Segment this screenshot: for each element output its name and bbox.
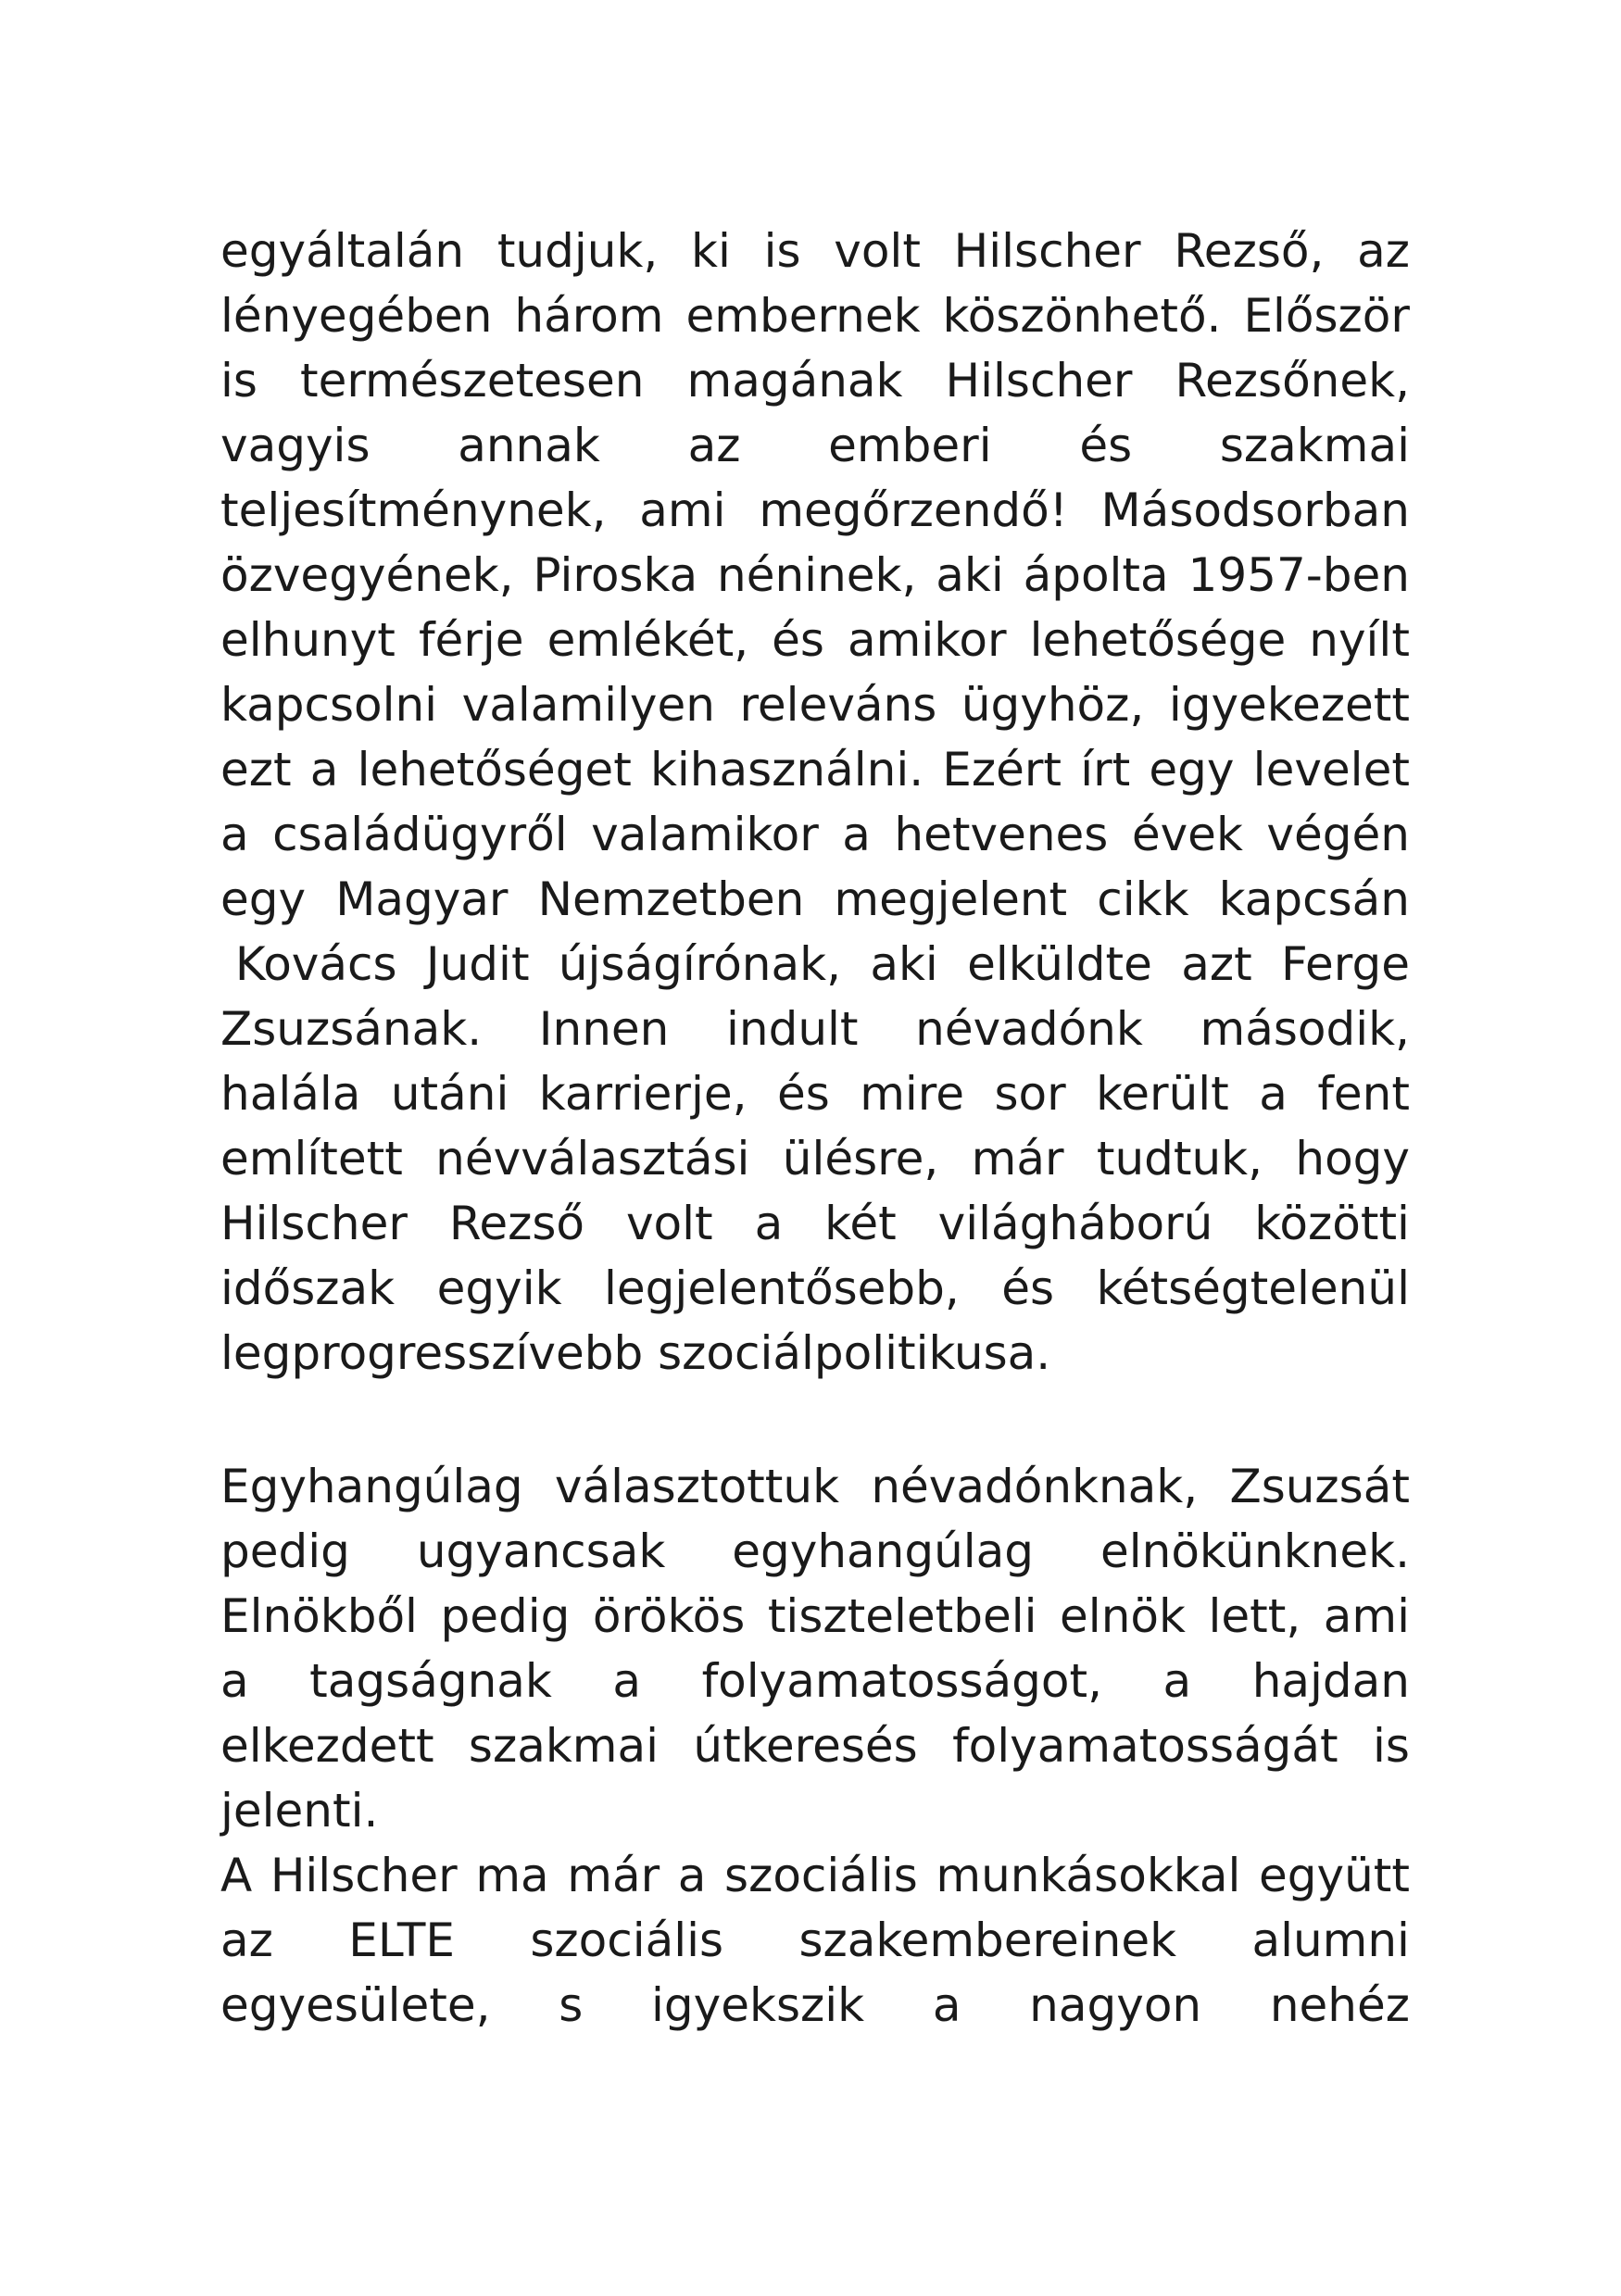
word: Zsuzsának.	[220, 1002, 483, 1056]
word: hogy	[1295, 1132, 1410, 1186]
word: írt	[1080, 743, 1131, 797]
word: szociális	[530, 1913, 724, 1967]
word: kétségtelenül	[1096, 1261, 1410, 1315]
word: megőrzendő!	[759, 483, 1068, 537]
word: volt	[625, 1197, 713, 1250]
word: legjelentősebb,	[604, 1261, 960, 1315]
word: A	[220, 1849, 253, 1902]
word: amikor	[848, 613, 1007, 667]
word: azt	[1181, 937, 1252, 991]
word: pedig	[220, 1524, 350, 1578]
word: ugyancsak	[416, 1524, 666, 1578]
text-line	[220, 608, 1410, 672]
word: valamilyen	[461, 678, 715, 732]
word: örökös	[592, 1589, 746, 1643]
text-line	[220, 348, 1410, 413]
word: karrierje,	[538, 1067, 748, 1121]
text-line	[220, 932, 1410, 997]
word: Zsuzsát	[1229, 1460, 1410, 1513]
word: igyekezett	[1168, 678, 1410, 732]
word: a	[754, 1197, 784, 1250]
text-line	[220, 1126, 1410, 1191]
word: egyhangúlag	[732, 1524, 1035, 1578]
text-line	[220, 1454, 1410, 1519]
word: Először	[1243, 289, 1410, 343]
word: elnökünknek.	[1100, 1524, 1410, 1578]
word: elkezdett	[220, 1719, 434, 1773]
word: is	[763, 224, 801, 278]
word: fent	[1317, 1067, 1410, 1121]
word: és	[776, 1067, 830, 1121]
word: újságírónak,	[558, 937, 841, 991]
word: a	[309, 743, 339, 797]
text-line	[220, 1649, 1410, 1713]
word: névadónk	[915, 1002, 1143, 1056]
paragraph-1	[220, 219, 1410, 1386]
text-line	[220, 737, 1410, 802]
word: az	[687, 419, 741, 472]
word: köszönhető.	[942, 289, 1222, 343]
word: már	[567, 1849, 660, 1902]
word: 1957-ben	[1187, 548, 1410, 602]
word: Ferge	[1281, 937, 1410, 991]
word: mire	[860, 1067, 965, 1121]
word: tiszteletbeli	[767, 1589, 1037, 1643]
word: Kovács	[220, 937, 397, 991]
word: egyik	[436, 1261, 562, 1315]
word: Hilscher	[945, 354, 1133, 408]
text-line	[220, 1843, 1410, 1908]
text-line	[220, 478, 1410, 543]
word: két	[824, 1197, 897, 1250]
text-line	[220, 1584, 1410, 1649]
word: egy	[220, 872, 307, 926]
text-line	[220, 283, 1410, 348]
text-line	[220, 1061, 1410, 1126]
word: világháború	[937, 1197, 1213, 1250]
word: második,	[1200, 1002, 1410, 1056]
word: levelet	[1252, 743, 1410, 797]
text-line	[220, 997, 1410, 1061]
word: lehetősége	[1029, 613, 1287, 667]
word: aki	[936, 548, 1004, 602]
paragraph-3	[220, 1843, 1410, 2038]
word: hetvenes	[894, 808, 1109, 861]
word: özvegyének,	[220, 548, 514, 602]
word: Egyhangúlag	[220, 1460, 523, 1513]
word: lehetőséget	[357, 743, 632, 797]
word: Elnökből	[220, 1589, 418, 1643]
word: tagságnak	[309, 1654, 552, 1708]
word: Ezért	[942, 743, 1062, 797]
word: tudjuk,	[496, 224, 659, 278]
word: Rezsőnek,	[1175, 354, 1410, 408]
word: hajdan	[1251, 1654, 1410, 1708]
text-line	[220, 867, 1410, 932]
word: férje	[418, 613, 524, 667]
text-line	[220, 1908, 1410, 1973]
word: a	[932, 1978, 961, 2032]
word: emberi	[828, 419, 992, 472]
word: nehéz	[1269, 1978, 1410, 2032]
word: utáni	[390, 1067, 509, 1121]
word: tudtuk,	[1096, 1132, 1263, 1186]
paragraph-2	[220, 1454, 1410, 1843]
word: választottuk	[554, 1460, 840, 1513]
word: nagyon	[1029, 1978, 1202, 2032]
text-line	[220, 543, 1410, 608]
word: halála	[220, 1067, 361, 1121]
word: Rezső	[448, 1197, 585, 1250]
word: sor	[994, 1067, 1066, 1121]
word: Hilscher	[953, 224, 1141, 278]
word: lett,	[1208, 1589, 1301, 1643]
word: közötti	[1254, 1197, 1410, 1250]
word: ELTE	[348, 1913, 455, 1967]
word: is	[220, 354, 258, 408]
word: Másodsorban	[1100, 483, 1410, 537]
word: említett	[220, 1132, 403, 1186]
word: kihasználni.	[649, 743, 924, 797]
word: a	[677, 1849, 707, 1902]
word: szakmai	[1219, 419, 1410, 472]
text-line	[220, 1256, 1410, 1321]
word: időszak	[220, 1261, 396, 1315]
word: évek	[1131, 808, 1243, 861]
word: teljesítménynek,	[220, 483, 607, 537]
word: lényegében	[220, 289, 493, 343]
word: ezt	[220, 743, 292, 797]
word: Hilscher	[220, 1197, 408, 1250]
word: a	[1162, 1654, 1192, 1708]
word: emlékét,	[547, 613, 749, 667]
word: szakembereinek	[798, 1913, 1177, 1967]
word: az	[220, 1913, 273, 1967]
word: a	[220, 1654, 249, 1708]
word: embernek	[685, 289, 921, 343]
word: ami	[639, 483, 726, 537]
word: egyesülete,	[220, 1978, 491, 2032]
word: Hilscher	[270, 1849, 458, 1902]
text-line	[220, 1519, 1410, 1584]
word: elnök	[1060, 1589, 1186, 1643]
word: útkeresés	[693, 1719, 918, 1773]
word: együtt	[1258, 1849, 1410, 1902]
word: szakmai	[468, 1719, 660, 1773]
word: ki	[691, 224, 731, 278]
word: egyáltalán	[220, 224, 465, 278]
word: annak	[458, 419, 600, 472]
word: szociális	[724, 1849, 918, 1902]
word: elhunyt	[220, 613, 396, 667]
word: ügyhöz,	[961, 678, 1145, 732]
word: munkásokkal	[936, 1849, 1241, 1902]
text-line	[220, 413, 1410, 478]
word: magának	[686, 354, 903, 408]
word: aki	[870, 937, 938, 991]
text-line	[220, 219, 1410, 283]
word: kapcsán	[1218, 872, 1410, 926]
word: cikk	[1097, 872, 1189, 926]
word: már	[971, 1132, 1064, 1186]
word: is	[1373, 1719, 1410, 1773]
word: folyamatosságát	[952, 1719, 1338, 1773]
text-line: legprogresszívebb szociálpolitikusa.	[220, 1326, 1051, 1380]
word: névadónknak,	[871, 1460, 1199, 1513]
word: a	[1259, 1067, 1288, 1121]
word: Innen	[538, 1002, 670, 1056]
word: kapcsolni	[220, 678, 438, 732]
word: valamikor	[591, 808, 819, 861]
word: természetesen	[300, 354, 645, 408]
text-line	[220, 1713, 1410, 1778]
word: a	[220, 808, 249, 861]
word: ma	[475, 1849, 549, 1902]
word: ülésre,	[782, 1132, 939, 1186]
word: az	[1357, 224, 1410, 278]
word: s	[559, 1978, 584, 2032]
word: nyílt	[1309, 613, 1410, 667]
word: és	[772, 613, 824, 667]
word: releváns	[739, 678, 937, 732]
word: egy	[1149, 743, 1235, 797]
word: indult	[726, 1002, 859, 1056]
word: alumni	[1251, 1913, 1410, 1967]
word: került	[1096, 1067, 1229, 1121]
word: Magyar	[335, 872, 509, 926]
word: ami	[1323, 1589, 1410, 1643]
word: volt	[834, 224, 921, 278]
word: megjelent	[834, 872, 1068, 926]
word: pedig	[440, 1589, 571, 1643]
word: ápolta	[1023, 548, 1169, 602]
word: névválasztási	[435, 1132, 750, 1186]
word: néninek,	[717, 548, 917, 602]
word: Rezső,	[1174, 224, 1325, 278]
word: végén	[1266, 808, 1410, 861]
word: folyamatosságot,	[701, 1654, 1102, 1708]
word: Piroska	[533, 548, 698, 602]
word: Nemzetben	[537, 872, 805, 926]
text-line	[220, 1191, 1410, 1256]
word: vagyis	[220, 419, 371, 472]
text-line	[220, 672, 1410, 737]
word: elküldte	[967, 937, 1152, 991]
word: a	[842, 808, 871, 861]
word: a	[612, 1654, 642, 1708]
word: három	[514, 289, 664, 343]
word: családügyről	[272, 808, 568, 861]
word: igyekszik	[651, 1978, 865, 2032]
word: Judit	[425, 937, 530, 991]
text-line	[220, 1973, 1410, 2038]
word: és	[1079, 419, 1133, 472]
word: és	[1001, 1261, 1055, 1315]
text-line	[220, 802, 1410, 867]
text-line: jelenti.	[220, 1784, 379, 1838]
